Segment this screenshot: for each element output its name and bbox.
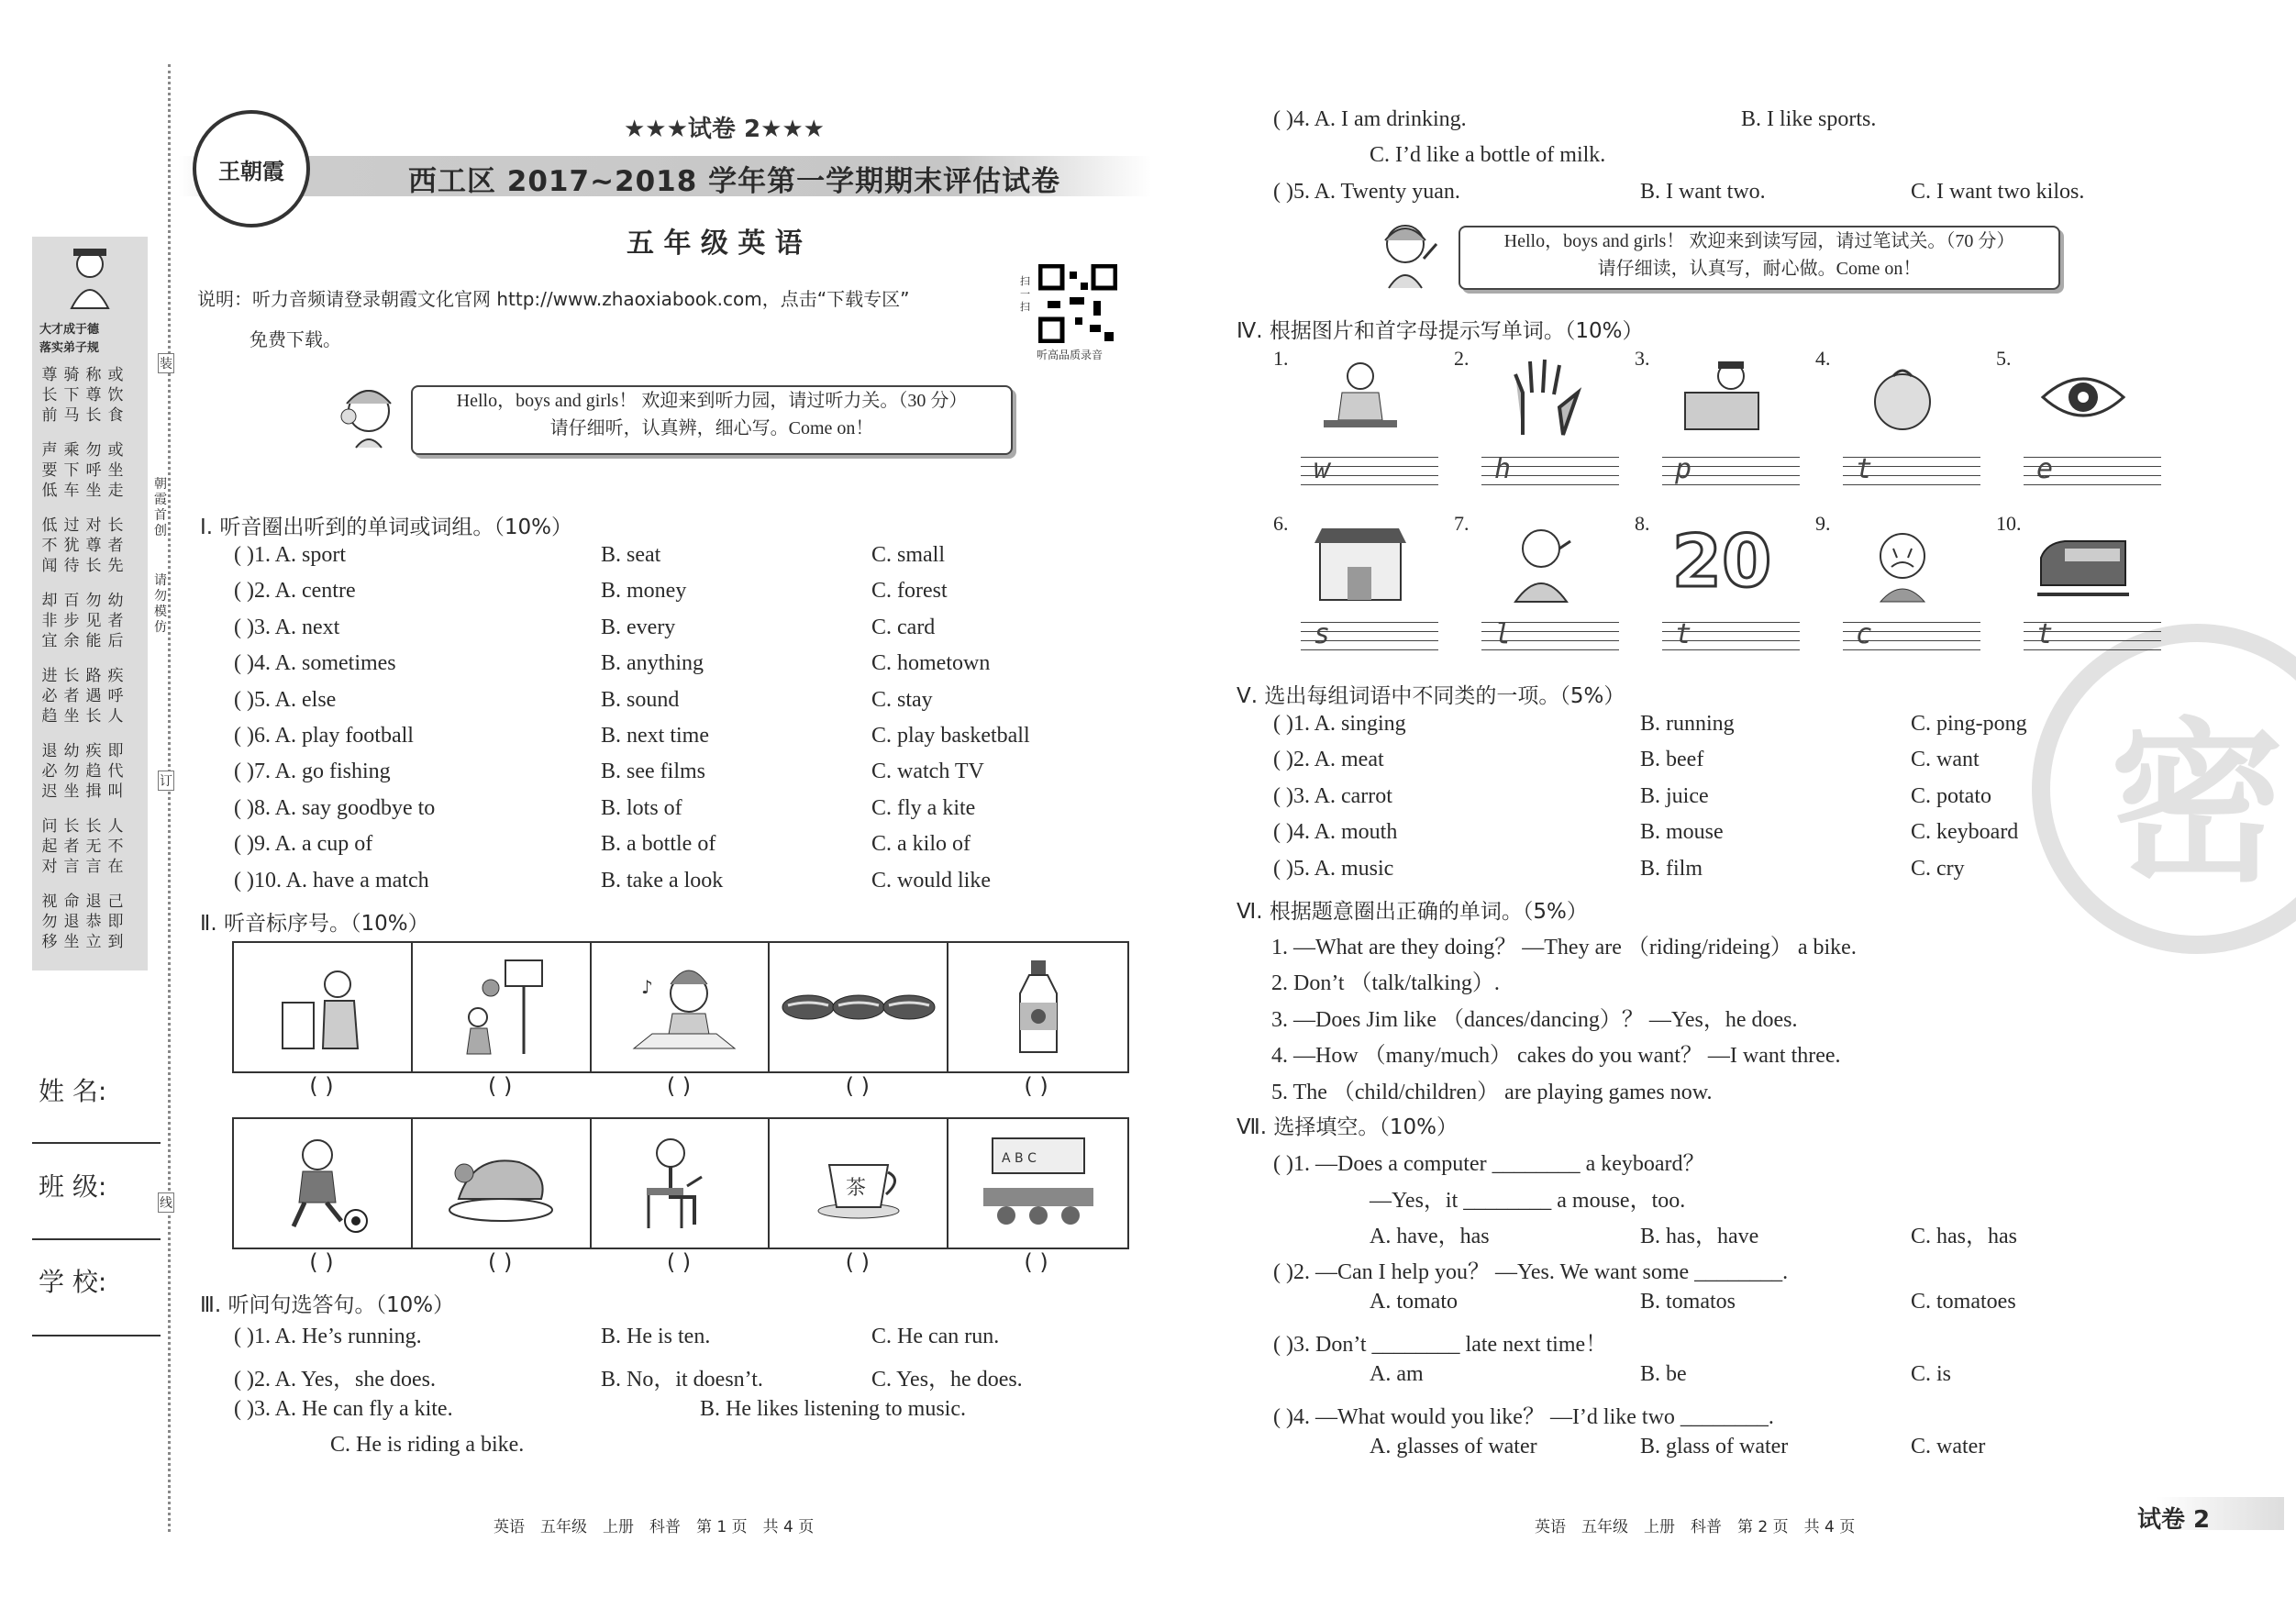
tea-cup-icon [813, 1147, 904, 1220]
s4-picture [2033, 516, 2134, 608]
s5-option-c: C. want [1911, 748, 1980, 772]
s4-write-line[interactable] [2024, 618, 2161, 662]
verse-column: 进必趋 [41, 667, 58, 726]
s4-number: 6. [1273, 512, 1289, 535]
s7-q2-a: A. tomato [1370, 1290, 1458, 1314]
s1-option-b: B. see films [601, 760, 705, 784]
answer-blank[interactable]: ( ) [488, 1073, 513, 1099]
section-5-title: Ⅴ. 选出每组词语中不同类的一项。（5%） [1237, 684, 1625, 708]
s4-picture [1491, 351, 1592, 443]
s6-sentence: 5. The （child/children） are playing games now. [1271, 1080, 1713, 1104]
verse-column: 或坐走 [107, 441, 124, 500]
pic-sitting [592, 1119, 771, 1248]
picture-row-1 [232, 941, 1129, 1073]
s4-write-line[interactable] [1843, 618, 1980, 662]
s1-option-c: C. watch TV [871, 760, 984, 784]
s4-hint-letter: w [1314, 453, 1331, 485]
s1-option-c: C. small [871, 543, 946, 567]
r-q5-c: C. I want two kilos. [1911, 180, 2085, 204]
verse-column: 疾呼人 [107, 667, 124, 726]
exam-title: 西工区 2017~2018 学年第一学期期末评估试卷 [408, 165, 1061, 198]
verse-column: 对尊长 [85, 516, 102, 575]
answer-row-1 [232, 1073, 1126, 1099]
verse-column: 低不闻 [41, 516, 58, 575]
s7-q4-a: A. glasses of water [1370, 1435, 1537, 1458]
verse-column: 勿见能 [85, 592, 102, 650]
verse-column: 己即到 [107, 893, 124, 951]
s4-number: 2. [1454, 347, 1470, 370]
s7-q4: ( )4. —What would you like？ —I’d like two ________. [1273, 1405, 1774, 1429]
s4-write-line[interactable] [2024, 453, 2161, 497]
s4-picture [2033, 351, 2134, 443]
s1-option-b: B. sound [601, 687, 680, 712]
s1-option-a: ( )7. A. go fishing [234, 760, 391, 784]
s7-q4-b: B. glass of water [1640, 1435, 1789, 1458]
verse-column: 长者言 [63, 817, 80, 876]
s6-sentence: 1. —What are they doing？ —They are （riding/rideing） a bike. [1271, 936, 1857, 959]
section-7-title: Ⅶ. 选择填空。（10%） [1237, 1115, 1458, 1139]
shop-icon [1314, 521, 1406, 604]
s4-number: 5. [1996, 347, 2012, 370]
train-icon [2037, 521, 2129, 604]
answer-blank[interactable]: ( ) [309, 1249, 334, 1275]
pic-music-girl [592, 943, 771, 1071]
s4-hint-letter: p [1675, 453, 1692, 485]
listening-intro-bubble [411, 385, 1013, 455]
paper-tag: ★★★试卷 2★★★ [624, 116, 825, 143]
qr-code-icon[interactable] [1038, 264, 1117, 343]
r-q5-a: ( )5. A. Twenty yuan. [1273, 180, 1460, 204]
pic-trash-boy [234, 943, 413, 1071]
s4-hint-letter: s [1314, 618, 1331, 650]
s1-option-a: ( )8. A. say goodbye to [234, 795, 436, 820]
s5-option-a: ( )5. A. music [1273, 856, 1394, 881]
s5-option-a: ( )1. A. singing [1273, 712, 1406, 736]
s4-hint-letter: l [1494, 618, 1512, 650]
basketball-icon [450, 957, 551, 1058]
cut-mark-2: 订 [158, 771, 174, 791]
verse-column: 退恭立 [85, 893, 102, 951]
s3-q1-c: C. He can run. [871, 1325, 1000, 1348]
s4-write-line[interactable] [1481, 618, 1619, 662]
s4-picture [1671, 516, 1772, 608]
pic-tea [770, 1119, 948, 1248]
answer-blank[interactable]: ( ) [309, 1073, 334, 1099]
s4-write-line[interactable] [1301, 618, 1438, 662]
s4-write-line[interactable] [1662, 453, 1800, 497]
s4-write-line[interactable] [1843, 453, 1980, 497]
tomato-icon [1857, 356, 1948, 438]
s1-option-b: B. lots of [601, 795, 682, 820]
s7-q1-c: C. has，has [1911, 1225, 2017, 1248]
s1-option-b: B. take a look [601, 868, 724, 893]
s4-picture [1671, 351, 1772, 443]
pic-bottle [948, 943, 1127, 1071]
s1-option-c: C. forest [871, 579, 948, 604]
s5-option-a: ( )2. A. meat [1273, 748, 1384, 772]
s4-hint-letter: h [1494, 453, 1512, 485]
board-text: A B C [1001, 1151, 1037, 1166]
scholar-icon [58, 244, 122, 310]
name-field[interactable] [32, 1142, 161, 1144]
listening-intro-2: 请仔细听，认真辨，细心写。Come on！ [549, 418, 874, 438]
s1-option-c: C. play basketball [871, 724, 1030, 748]
s4-number: 1. [1273, 347, 1289, 370]
s3-q2-a: ( )2. A. Yes，she does. [234, 1368, 437, 1392]
s4-write-line[interactable] [1301, 453, 1438, 497]
section-2-title: Ⅱ. 听音标序号。（10%） [200, 912, 429, 936]
s7-q1-a: A. have，has [1370, 1225, 1490, 1248]
verse-column: 却非宜 [41, 592, 58, 650]
side-note-2: 请勿模仿 [154, 573, 167, 635]
section-4-title: Ⅳ. 根据图片和首字母提示写单词。（10%） [1237, 319, 1644, 343]
logo-text: 王朝霞 [218, 158, 284, 184]
s4-picture [1491, 516, 1592, 608]
sitting-boy-icon [634, 1133, 726, 1234]
s4-number: 9. [1815, 512, 1831, 535]
footer-left: 英语 五年级 上册 科普 第 1 页 共 4 页 [494, 1518, 815, 1536]
s1-option-b: B. money [601, 579, 687, 604]
s3-q1-a: ( )1. A. He’s running. [234, 1325, 422, 1348]
s1-option-a: ( )3. A. next [234, 615, 340, 639]
s7-q1-b: B. has，have [1640, 1225, 1759, 1248]
girl-music-icon [616, 957, 744, 1058]
section-1-title: Ⅰ. 听音圈出听到的单词或词组。（10%） [200, 516, 573, 539]
verse-column: 长无言 [85, 817, 102, 876]
s3-q2-c: C. Yes，he does. [871, 1368, 1023, 1392]
s1-option-a: ( )4. A. sometimes [234, 651, 396, 676]
subject-title: 五 年 级 英 语 [627, 227, 803, 260]
verse-column: 即代叫 [107, 742, 124, 801]
r-q4-b: B. I like sports. [1741, 107, 1877, 131]
s4-picture [1852, 351, 1953, 443]
answer-row-2 [232, 1249, 1126, 1275]
answer-blank[interactable]: ( ) [666, 1249, 692, 1275]
verse-column: 乘下车 [63, 441, 80, 500]
corner-tag: 试卷 2 [2137, 1506, 2211, 1534]
cut-mark-1: 装 [158, 353, 174, 373]
answer-blank[interactable]: ( ) [1024, 1073, 1048, 1099]
binding-strip [32, 237, 148, 970]
s1-option-c: C. card [871, 615, 936, 639]
s1-option-b: B. a bottle of [601, 832, 716, 857]
verse-block [41, 365, 142, 952]
s7-q4-c: C. water [1911, 1435, 1986, 1458]
tea-char: 茶 [845, 1177, 866, 1200]
school-label: 学 校: [39, 1267, 107, 1297]
s3-q2-b: B. No，it doesn’t. [601, 1368, 763, 1392]
hotdogs-icon [781, 980, 937, 1035]
s5-option-c: C. keyboard [1911, 820, 2019, 845]
verse-column: 退必迟 [41, 742, 58, 801]
answer-blank[interactable]: ( ) [666, 1073, 692, 1099]
crying-icon [1857, 521, 1948, 604]
verse-column: 称尊长 [85, 366, 102, 425]
note-line-1: 说明：听力音频请登录朝霞文化官网 http://www.zhaoxiabook.com，点击“下载专区” [197, 288, 910, 310]
s1-option-c: C. would like [871, 868, 991, 893]
verse-column: 声要低 [41, 441, 58, 500]
verse-column: 勿呼坐 [85, 441, 102, 500]
s1-option-b: B. next time [601, 724, 709, 748]
pic-basketball [413, 943, 592, 1071]
s7-q2: ( )2. —Can I help you？ —Yes. We want some ________. [1273, 1260, 1789, 1284]
s6-sentence: 4. —How （many/much） cakes do you want？ —I want three. [1271, 1044, 1841, 1069]
answer-blank[interactable]: ( ) [845, 1073, 870, 1099]
s4-hint-letter: t [1675, 618, 1692, 650]
pic-football [234, 1119, 413, 1248]
s1-option-a: ( )9. A. a cup of [234, 832, 373, 857]
s7-q2-b: B. tomatos [1640, 1290, 1736, 1314]
verse-column: 长者先 [107, 516, 124, 575]
motto-1: 大才成于德 [39, 323, 100, 337]
s1-option-a: ( )6. A. play football [234, 724, 414, 748]
name-label: 姓 名: [39, 1076, 107, 1106]
qr-caption: 听高品质录音 [1037, 349, 1104, 361]
section-6-title: Ⅵ. 根据题意圈出正确的单词。（5%） [1237, 900, 1588, 924]
s1-option-b: B. anything [601, 651, 704, 676]
s4-hint-letter: t [2036, 618, 2054, 650]
motto-2: 落实弟子规 [39, 341, 100, 355]
s7-q2-c: C. tomatoes [1911, 1290, 2016, 1314]
s4-number: 7. [1454, 512, 1470, 535]
picture-row-2 [232, 1117, 1129, 1249]
answer-blank[interactable]: ( ) [488, 1249, 513, 1275]
school-field[interactable] [32, 1335, 161, 1336]
class-label: 班 级: [39, 1171, 107, 1202]
s1-option-b: B. every [601, 615, 676, 639]
s7-q3-c: C. is [1911, 1362, 1952, 1386]
s4-number: 10. [1996, 512, 2022, 535]
s5-option-a: ( )4. A. mouth [1273, 820, 1398, 845]
answer-blank[interactable]: ( ) [1024, 1249, 1048, 1275]
s7-q3-b: B. be [1640, 1362, 1687, 1386]
roast-chicken-icon [446, 1142, 556, 1225]
answer-blank[interactable]: ( ) [845, 1249, 870, 1275]
s6-sentence: 2. Don’t （talk/talking）. [1271, 971, 1500, 996]
pic-hotdogs [770, 943, 948, 1071]
verse-column: 视勿移 [41, 893, 58, 951]
s1-option-a: ( )5. A. else [234, 687, 337, 712]
s1-option-a: ( )1. A. sport [234, 543, 346, 567]
s7-q3-a: A. am [1370, 1362, 1424, 1386]
listening-girl-icon [338, 376, 402, 449]
s5-option-b: B. mouse [1640, 820, 1724, 845]
r-q4-a: ( )4. A. I am drinking. [1273, 107, 1467, 131]
stamp-char: 密 [2109, 702, 2284, 905]
s3-q3-b: B. He likes listening to music. [700, 1397, 966, 1421]
listening-intro-1: Hello，boys and girls！ 欢迎来到听力园，请过听力关。（30 分） [456, 391, 968, 411]
s3-q3-c: C. He is riding a bike. [330, 1433, 525, 1457]
s1-option-b: B. seat [601, 543, 661, 567]
svg-text:♪: ♪ [640, 976, 653, 998]
hand-icon [1495, 356, 1587, 438]
verse-column: 问起对 [41, 817, 58, 876]
side-note-1: 朝霞首创 [154, 477, 167, 538]
s5-option-c: C. potato [1911, 783, 1991, 808]
s5-option-b: B. beef [1640, 748, 1704, 772]
verse-column: 或饮食 [107, 366, 124, 425]
s4-number: 4. [1815, 347, 1831, 370]
reading-intro-bubble [1459, 226, 2060, 290]
s4-hint-letter: t [1856, 453, 1873, 485]
verse-column: 过犹待 [63, 516, 80, 575]
r-q5-b: B. I want two. [1640, 180, 1766, 204]
s5-option-b: B. juice [1640, 783, 1709, 808]
verse-column: 长者坐 [63, 667, 80, 726]
verse-column: 幼勿坐 [63, 742, 80, 801]
number-20-picture: 20 [1671, 521, 1772, 604]
note-line-2: 免费下载。 [250, 328, 341, 350]
s3-q1-b: B. He is ten. [601, 1325, 711, 1348]
football-icon [272, 1133, 372, 1234]
s5-option-c: C. cry [1911, 856, 1965, 881]
s4-hint-letter: c [1856, 618, 1873, 650]
reading-intro-2: 请仔细读，认真写，耐心做。Come on！ [1597, 259, 1922, 279]
verse-column: 路遇长 [85, 667, 102, 726]
verse-column: 人不在 [107, 817, 124, 876]
s4-picture [1310, 351, 1411, 443]
s5-option-c: C. ping-pong [1911, 712, 2027, 736]
section-3-title: Ⅲ. 听问句选答句。（10%） [200, 1293, 455, 1317]
s1-option-c: C. stay [871, 687, 933, 712]
verse-column: 百步余 [63, 592, 80, 650]
cut-line [168, 64, 171, 1532]
verse-column: 幼者后 [107, 592, 124, 650]
r-q4-c: C. I’d like a bottle of milk. [1370, 143, 1606, 167]
s1-option-c: C. hometown [871, 651, 991, 676]
writing-girl-icon [1376, 216, 1440, 290]
s6-sentence: 3. —Does Jim like （dances/dancing）？ —Yes，he does. [1271, 1007, 1798, 1032]
s5-option-a: ( )3. A. carrot [1273, 783, 1392, 808]
s7-q1b: —Yes，it ________ a mouse，too. [1370, 1189, 1686, 1213]
footer-right: 英语 五年级 上册 科普 第 2 页 共 4 页 [1535, 1518, 1856, 1536]
s7-q1: ( )1. —Does a computer ________ a keyboard？ [1273, 1152, 1705, 1176]
verse-column: 疾趋揖 [85, 742, 102, 801]
s4-number: 3. [1635, 347, 1650, 370]
s4-write-line[interactable] [1662, 618, 1800, 662]
s4-picture [1310, 516, 1411, 608]
qr-side-label: 扫一扫 [1020, 275, 1030, 313]
s5-option-b: B. film [1640, 856, 1703, 881]
cut-mark-3: 线 [158, 1192, 174, 1213]
class-field[interactable] [32, 1238, 161, 1240]
pic-chicken [413, 1119, 592, 1248]
reading-intro-1: Hello，boys and girls！ 欢迎来到读写园，请过笔试关。（70 分） [1503, 231, 2015, 251]
listening-icon [1495, 521, 1587, 604]
verse-column: 骑下马 [63, 366, 80, 425]
s4-number: 8. [1635, 512, 1650, 535]
s4-picture [1852, 516, 1953, 608]
s1-option-c: C. a kilo of [871, 832, 971, 857]
classroom-icon [974, 1133, 1103, 1234]
publisher-logo [193, 110, 310, 227]
s7-q3: ( )3. Don’t ________ late next time！ [1273, 1333, 1608, 1357]
eye-icon [2037, 356, 2129, 438]
police-icon [1676, 356, 1768, 438]
s4-write-line[interactable] [1481, 453, 1619, 497]
boy-trash-icon [272, 957, 372, 1058]
confidential-stamp [2032, 624, 2296, 954]
writing-icon [1314, 356, 1406, 438]
s5-option-b: B. running [1640, 712, 1735, 736]
bottle-icon [1011, 957, 1066, 1058]
verse-column: 命退坐 [63, 893, 80, 951]
s1-option-c: C. fly a kite [871, 795, 976, 820]
s4-hint-letter: e [2036, 453, 2054, 485]
verse-column: 尊长前 [41, 366, 58, 425]
s3-q3-a: ( )3. A. He can fly a kite. [234, 1397, 453, 1421]
s1-option-a: ( )2. A. centre [234, 579, 356, 604]
pic-classroom [948, 1119, 1127, 1248]
s1-option-a: ( )10. A. have a match [234, 868, 429, 893]
